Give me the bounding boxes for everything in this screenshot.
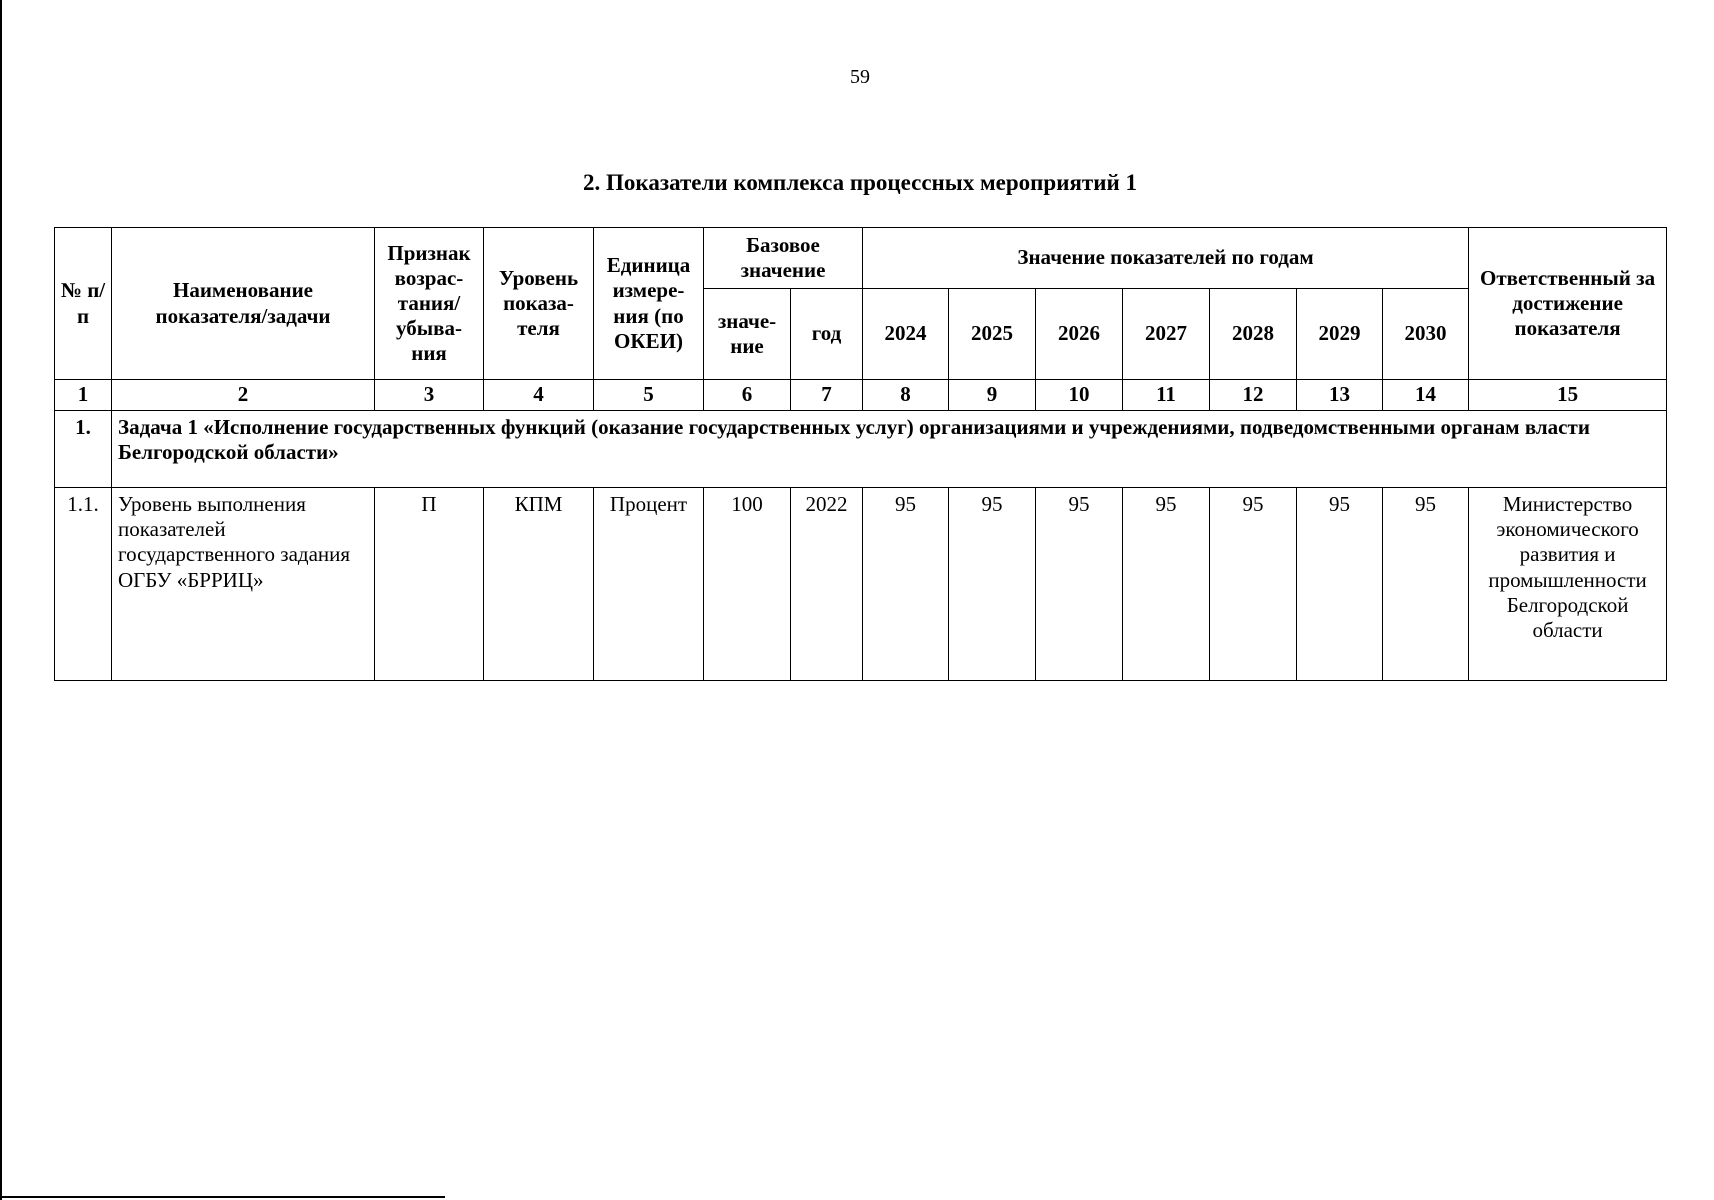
column-number: 11: [1123, 380, 1210, 411]
column-number: 1: [55, 380, 112, 411]
header-level: Уровень показа-теля: [484, 228, 594, 380]
column-number-row: [55, 380, 1667, 411]
row-value-2026: 95: [1036, 488, 1123, 681]
column-number: 8: [863, 380, 949, 411]
header-row-1: [55, 228, 1667, 289]
row-level: КПМ: [484, 488, 594, 681]
row-base-year: 2022: [791, 488, 863, 681]
header-year-2026: 2026: [1036, 289, 1123, 380]
column-number: 3: [375, 380, 484, 411]
column-number: 9: [949, 380, 1036, 411]
row-value-2027: 95: [1123, 488, 1210, 681]
column-number: 12: [1210, 380, 1297, 411]
header-name: Наименование показателя/задачи: [112, 228, 375, 380]
header-base-year: год: [791, 289, 863, 380]
row-base-value: 100: [704, 488, 791, 681]
row-responsible: Министерство экономического развития и промышленности Белгородской области: [1469, 488, 1667, 681]
task-num: 1.: [55, 411, 112, 488]
column-number: 6: [704, 380, 791, 411]
row-num: 1.1.: [55, 488, 112, 681]
header-unit: Единица измере-ния (по ОКЕИ): [594, 228, 704, 380]
column-number: 2: [112, 380, 375, 411]
header-base-value: значе-ние: [704, 289, 791, 380]
row-name: Уровень выполнения показателей государственного задания ОГБУ «БРРИЦ»: [112, 488, 375, 681]
header-year-2030: 2030: [1383, 289, 1469, 380]
column-number: 4: [484, 380, 594, 411]
row-value-2028: 95: [1210, 488, 1297, 681]
page-number: 59: [850, 66, 870, 88]
header-year-2025: 2025: [949, 289, 1036, 380]
header-years-group: Значение показателей по годам: [863, 228, 1469, 289]
header-responsible: Ответственный за достижение показателя: [1469, 228, 1667, 380]
header-sign: Признак возрас-тания/ убыва-ния: [375, 228, 484, 380]
row-unit: Процент: [594, 488, 704, 681]
column-number: 7: [791, 380, 863, 411]
header-year-2024: 2024: [863, 289, 949, 380]
header-num: № п/п: [55, 228, 112, 380]
column-number: 5: [594, 380, 704, 411]
task-text: Задача 1 «Исполнение государственных функций (оказание государственных услуг) организациями и учреждениями, подведомственными органам власти Белгородской области»: [112, 411, 1667, 488]
row-value-2029: 95: [1297, 488, 1383, 681]
document-title: 2. Показатели комплекса процессных мероприятий 1: [583, 170, 1137, 195]
header-year-2027: 2027: [1123, 289, 1210, 380]
bottom-scan-edge: [0, 1196, 445, 1198]
row-value-2025: 95: [949, 488, 1036, 681]
column-number: 13: [1297, 380, 1383, 411]
header-base: Базовое значение: [704, 228, 863, 289]
task-row: [55, 411, 1667, 488]
row-value-2030: 95: [1383, 488, 1469, 681]
row-sign: П: [375, 488, 484, 681]
table-row: [55, 488, 1667, 681]
indicators-table: [54, 227, 1667, 681]
column-number: 10: [1036, 380, 1123, 411]
header-year-2029: 2029: [1297, 289, 1383, 380]
header-year-2028: 2028: [1210, 289, 1297, 380]
column-number: 14: [1383, 380, 1469, 411]
row-value-2024: 95: [863, 488, 949, 681]
column-number: 15: [1469, 380, 1667, 411]
